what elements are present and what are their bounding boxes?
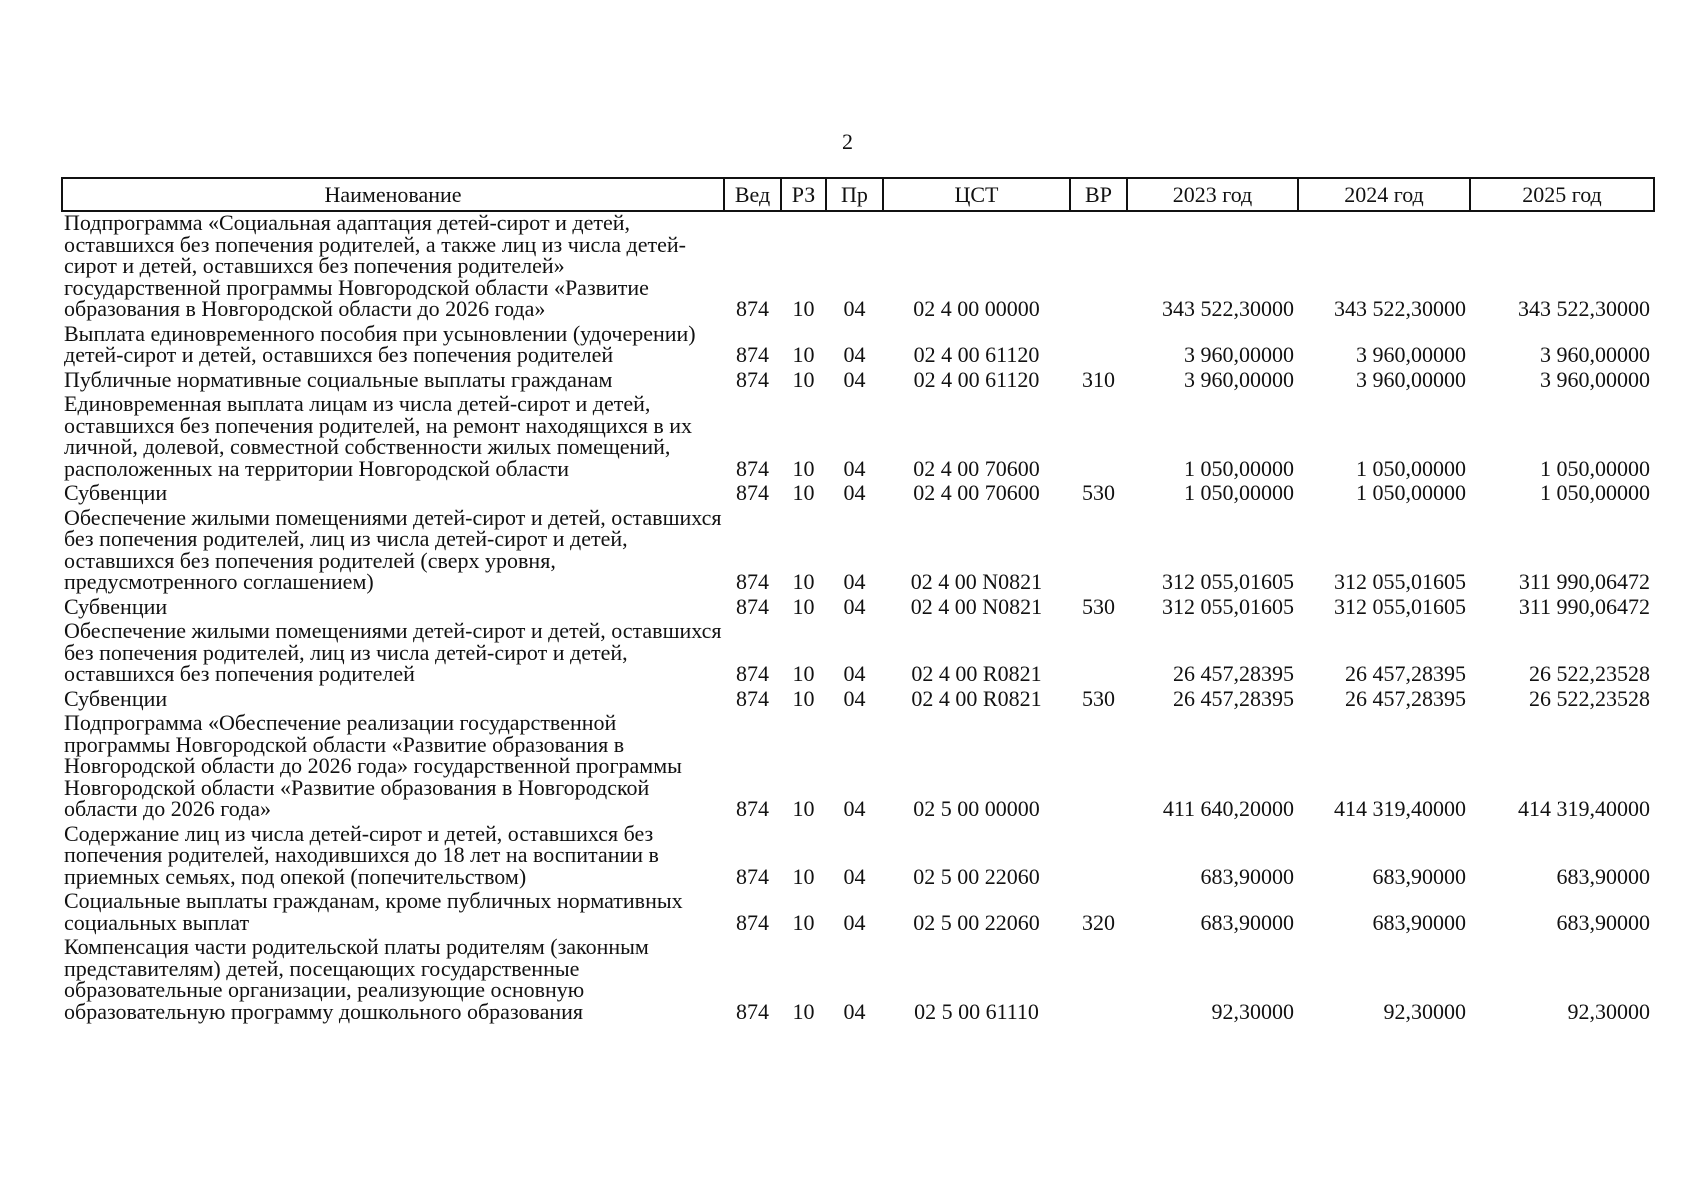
header-rz: РЗ (781, 178, 826, 211)
budget-table (61, 177, 1655, 1025)
cell-ved: 874 (736, 455, 769, 481)
table-row (62, 688, 1654, 713)
cell-pr: 04 (843, 593, 866, 619)
cell-vr (1070, 712, 1127, 823)
cell-cst: 02 5 00 22060 (913, 909, 1040, 935)
cell-2025: 683,90000 (1556, 909, 1650, 935)
cell-rz: 10 (792, 661, 815, 686)
cell-cst: 02 5 00 00000 (913, 796, 1040, 821)
cell-2025: 26 522,23528 (1529, 685, 1650, 711)
cell-cst: 02 4 00 70600 (913, 455, 1040, 481)
cell-pr: 04 (843, 480, 866, 505)
cell-pr: 04 (843, 998, 866, 1024)
cell-rz: 10 (792, 593, 815, 619)
cell-ved: 874 (736, 296, 769, 321)
cell-2025: 1 050,00000 (1540, 455, 1650, 481)
cell-name: Содержание лиц из числа детей-сирот и детей, оставшихся без попечения родителей, находившихся до 18 лет на воспитании в приемных семьях, под опекой (попечительством) (64, 820, 659, 889)
cell-name: Компенсация части родительской платы родителям (законным представителям) детей, посещающих государственные образовательные организации, реализующие основную образовательную программу дошкольного образования (64, 934, 649, 1024)
cell-cst: 02 4 00 R0821 (911, 685, 1042, 711)
cell-2024: 312 055,01605 (1334, 593, 1466, 619)
cell-rz: 10 (792, 998, 815, 1024)
cell-ved: 874 (736, 366, 769, 392)
cell-rz: 10 (792, 366, 815, 392)
table-row (62, 323, 1654, 369)
cell-2024: 683,90000 (1372, 909, 1466, 935)
table-body (62, 211, 1654, 1025)
cell-2023: 411 640,20000 (1162, 796, 1294, 821)
cell-2024: 26 457,28395 (1345, 685, 1466, 711)
cell-2023: 312 055,01605 (1162, 593, 1294, 619)
cell-ved: 874 (736, 569, 769, 594)
cell-cst: 02 4 00 61120 (913, 366, 1040, 392)
cell-2023: 1 050,00000 (1184, 480, 1294, 505)
cell-vr (1070, 323, 1127, 369)
cell-rz: 10 (792, 455, 815, 481)
cell-pr: 04 (843, 796, 866, 821)
cell-name: Обеспечение жилыми помещениями детей-сирот и детей, оставшихся без попечения родителей, лиц из числа детей-сирот и детей, оставшихся без попечения родителей (64, 618, 722, 686)
table-row (62, 211, 1654, 323)
cell-vr: 310 (1082, 366, 1115, 392)
cell-vr (1070, 823, 1127, 891)
header-name: Наименование (62, 178, 724, 211)
cell-rz: 10 (792, 685, 815, 711)
cell-cst: 02 4 00 61120 (913, 342, 1040, 367)
cell-cst: 02 4 00 N0821 (910, 569, 1043, 594)
cell-2024: 1 050,00000 (1356, 455, 1466, 481)
table-row (62, 393, 1654, 482)
cell-2025: 343 522,30000 (1518, 296, 1650, 321)
table-row (62, 620, 1654, 688)
table-row (62, 890, 1654, 936)
table-header (62, 178, 1654, 211)
cell-cst: 02 4 00 00000 (913, 296, 1040, 321)
cell-2023: 683,90000 (1200, 863, 1294, 889)
cell-ved: 874 (736, 593, 769, 619)
cell-2025: 414 319,40000 (1518, 796, 1650, 821)
cell-name: Единовременная выплата лицам из числа детей-сирот и детей, оставшихся без попечения родителей, на ремонт находящихся в их личной, долевой, совместной собственности жилых помещений, расположенных на территории Новгородской области (64, 391, 693, 481)
cell-pr: 04 (843, 909, 866, 935)
cell-2023: 92,30000 (1211, 998, 1294, 1024)
cell-name: Субвенции (64, 685, 168, 711)
cell-name: Обеспечение жилыми помещениями детей-сирот и детей, оставшихся без попечения родителей, лиц из числа детей-сирот и детей, оставшихся без попечения родителей (сверх уровня, предусмотренного соглашением) (64, 504, 722, 594)
cell-2025: 311 990,06472 (1518, 569, 1650, 594)
header-2024: 2024 год (1298, 178, 1470, 211)
cell-2025: 311 990,06472 (1518, 593, 1650, 619)
cell-rz: 10 (792, 296, 815, 321)
header-2025: 2025 год (1470, 178, 1654, 211)
cell-2025: 683,90000 (1556, 863, 1650, 889)
header-vr: ВР (1070, 178, 1127, 211)
cell-vr: 530 (1082, 480, 1115, 505)
table-row (62, 369, 1654, 394)
cell-pr: 04 (843, 342, 866, 367)
cell-2023: 26 457,28395 (1173, 661, 1294, 686)
cell-rz: 10 (792, 480, 815, 505)
table-row (62, 936, 1654, 1025)
cell-2023: 312 055,01605 (1162, 569, 1294, 594)
cell-vr: 530 (1082, 593, 1115, 619)
cell-2024: 3 960,00000 (1356, 342, 1466, 367)
cell-ved: 874 (736, 909, 769, 935)
cell-vr (1070, 507, 1127, 596)
cell-ved: 874 (736, 480, 769, 505)
cell-name: Субвенции (64, 593, 168, 619)
cell-2023: 343 522,30000 (1162, 296, 1294, 321)
cell-cst: 02 4 00 R0821 (911, 661, 1042, 686)
page-number: 2 (842, 129, 853, 154)
cell-pr: 04 (843, 863, 866, 889)
cell-2023: 3 960,00000 (1184, 366, 1294, 392)
cell-2025: 92,30000 (1567, 998, 1650, 1024)
cell-cst: 02 5 00 22060 (913, 863, 1040, 889)
cell-pr: 04 (843, 296, 866, 321)
cell-rz: 10 (792, 909, 815, 935)
cell-rz: 10 (792, 569, 815, 594)
cell-pr: 04 (843, 685, 866, 711)
cell-name: Социальные выплаты гражданам, кроме публичных нормативных социальных выплат (64, 888, 683, 935)
cell-2023: 683,90000 (1200, 909, 1294, 935)
cell-pr: 04 (843, 661, 866, 686)
cell-vr (1070, 936, 1127, 1025)
header-row (62, 178, 1654, 211)
cell-2025: 26 522,23528 (1529, 661, 1650, 686)
cell-ved: 874 (736, 863, 769, 889)
cell-2025: 1 050,00000 (1540, 480, 1650, 505)
table-row (62, 712, 1654, 823)
cell-2025: 3 960,00000 (1540, 342, 1650, 367)
cell-2024: 92,30000 (1383, 998, 1466, 1024)
table-row (62, 823, 1654, 891)
cell-2023: 3 960,00000 (1184, 342, 1294, 367)
cell-rz: 10 (792, 863, 815, 889)
cell-vr (1070, 620, 1127, 688)
cell-2024: 414 319,40000 (1334, 796, 1466, 821)
table-row (62, 596, 1654, 621)
table-row (62, 482, 1654, 507)
cell-cst: 02 5 00 61110 (914, 998, 1039, 1024)
cell-ved: 874 (736, 661, 769, 686)
cell-2023: 1 050,00000 (1184, 455, 1294, 481)
header-pr: Пр (826, 178, 883, 211)
cell-2024: 312 055,01605 (1334, 569, 1466, 594)
cell-pr: 04 (843, 569, 866, 594)
cell-2025: 3 960,00000 (1540, 366, 1650, 392)
cell-2024: 26 457,28395 (1345, 661, 1466, 686)
cell-pr: 04 (843, 455, 866, 481)
cell-rz: 10 (792, 796, 815, 821)
cell-2024: 3 960,00000 (1356, 366, 1466, 392)
header-2023: 2023 год (1127, 178, 1298, 211)
cell-ved: 874 (736, 685, 769, 711)
cell-name: Подпрограмма «Социальная адаптация детей-сирот и детей, оставшихся без попечения родителей, а также лиц из числа детей-сирот и детей, оставшихся без попечения родителей» государственной программы Новгородской области «Развитие образования в Новгородской области до 2026 года» (64, 210, 686, 321)
header-ved: Вед (724, 178, 781, 211)
cell-name: Субвенции (64, 480, 168, 505)
cell-ved: 874 (736, 342, 769, 367)
cell-vr (1070, 393, 1127, 482)
header-cst: ЦСТ (883, 178, 1070, 211)
cell-2023: 26 457,28395 (1173, 685, 1294, 711)
cell-2024: 1 050,00000 (1356, 480, 1466, 505)
table-row (62, 507, 1654, 596)
cell-vr (1070, 211, 1127, 323)
cell-name: Публичные нормативные социальные выплаты гражданам (64, 366, 613, 392)
cell-ved: 874 (736, 998, 769, 1024)
cell-name: Подпрограмма «Обеспечение реализации государственной программы Новгородской области «Развитие образования в Новгородской области до 2026 года» государственной программы Новгородской области «Развитие образования в Новгородской области до 2026 года» (64, 710, 682, 821)
cell-vr: 530 (1082, 685, 1115, 711)
cell-cst: 02 4 00 70600 (913, 480, 1040, 505)
cell-ved: 874 (736, 796, 769, 821)
cell-cst: 02 4 00 N0821 (910, 593, 1043, 619)
cell-name: Выплата единовременного пособия при усыновлении (удочерении) детей-сирот и детей, оставшихся без попечения родителей (64, 320, 696, 367)
cell-vr: 320 (1082, 909, 1115, 935)
cell-2024: 343 522,30000 (1334, 296, 1466, 321)
cell-2024: 683,90000 (1372, 863, 1466, 889)
cell-rz: 10 (792, 342, 815, 367)
cell-pr: 04 (843, 366, 866, 392)
